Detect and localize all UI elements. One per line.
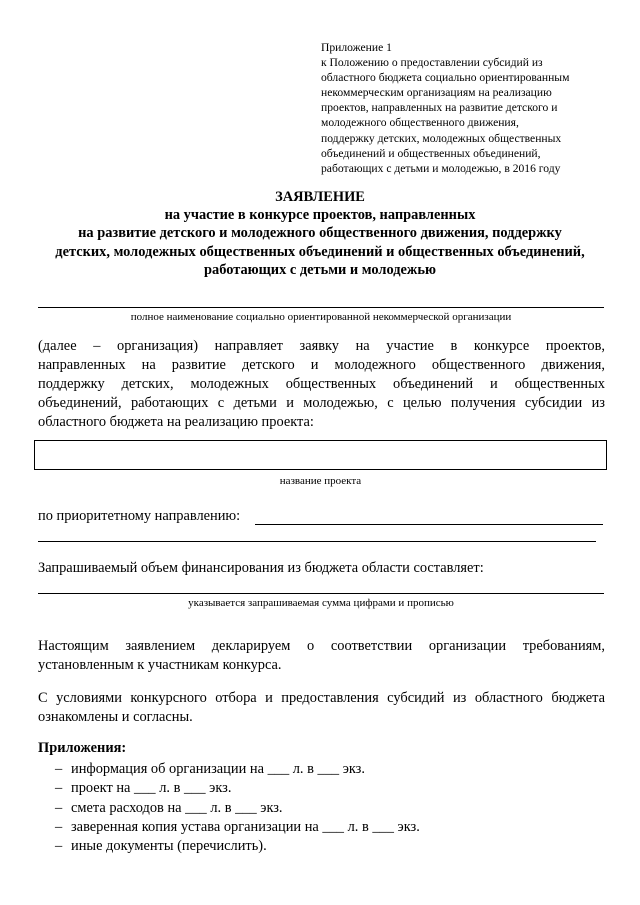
attachment-item xyxy=(55,818,420,837)
paragraph-line: установленным к участникам конкурса. xyxy=(38,657,282,673)
project-name-field[interactable] xyxy=(34,440,607,470)
paragraph-line: поддержку детских, молодежных общественных объединений и общественных xyxy=(38,376,605,392)
title-line: на развитие детского и молодежного общественного движения, поддержку xyxy=(78,225,562,242)
attachment-text: информация об организации на ___ л. в ___ экз. xyxy=(71,761,365,777)
conditions-paragraph xyxy=(38,689,605,727)
title-line: детских, молодежных общественных объединений и общественных объединений, xyxy=(55,243,585,260)
appendix-line: Приложение 1 xyxy=(321,41,392,54)
funding-caption: указывается запрашиваемая сумма цифрами и прописью xyxy=(188,597,454,609)
paragraph-line: (далее – организация) направляет заявку на участие в конкурсе проектов, xyxy=(38,338,605,354)
appendix-line: некоммерческим организациям на реализацию xyxy=(321,86,552,100)
attachments-heading: Приложения: xyxy=(38,740,127,756)
appendix-line: проектов, направленных на развитие детского и xyxy=(321,101,558,115)
priority-field-line-2[interactable] xyxy=(38,541,596,542)
attachment-item xyxy=(55,760,420,779)
paragraph-line: ознакомлены и согласны. xyxy=(38,709,193,725)
title-line: на участие в конкурсе проектов, направленных xyxy=(164,207,476,224)
intro-paragraph xyxy=(38,337,605,432)
funding-amount-field-line[interactable] xyxy=(38,593,604,594)
attachment-text: проект на ___ л. в ___ экз. xyxy=(71,780,232,797)
priority-label: по приоритетному направлению: xyxy=(38,508,241,524)
appendix-line: к Положению о предоставлении субсидий из xyxy=(321,56,543,70)
attachment-text: смета расходов на ___ л. в ___ экз. xyxy=(71,799,283,816)
project-name-caption: название проекта xyxy=(279,475,362,487)
paragraph-line: объединений, работающих с детьми и молодежью, с целью получения субсидии из xyxy=(38,395,605,411)
appendix-line: объединений и общественных объединений, xyxy=(321,146,541,160)
dash-bullet: – xyxy=(55,761,63,777)
attachment-text: заверенная копия устава организации на ___ л. в ___ экз. xyxy=(71,818,420,835)
attachment-text: иные документы (перечислить). xyxy=(71,838,267,855)
dash-bullet: – xyxy=(55,838,63,855)
funding-label: Запрашиваемый объем финансирования из бюджета области составляет: xyxy=(38,560,484,576)
priority-field-line[interactable] xyxy=(255,524,603,525)
title-heading: ЗАЯВЛЕНИЕ xyxy=(275,189,365,205)
declaration-paragraph xyxy=(38,637,605,675)
paragraph-line: Настоящим заявлением декларируем о соответствии организации требованиям, xyxy=(38,638,605,654)
dash-bullet: – xyxy=(55,780,63,797)
org-name-field-line[interactable] xyxy=(38,307,604,308)
attachment-item xyxy=(55,837,420,856)
attachments-list xyxy=(55,760,420,856)
paragraph-line: С условиями конкурсного отбора и предоставления субсидий из областного бюджета xyxy=(38,690,605,706)
appendix-line: областного бюджета социально ориентированным xyxy=(321,71,570,85)
paragraph-line: направленных на развитие детского и молодежного общественного движения, xyxy=(38,357,605,373)
attachment-item xyxy=(55,799,420,818)
dash-bullet: – xyxy=(55,818,63,835)
appendix-line: работающих с детьми и молодежью, в 2016 году xyxy=(321,161,561,175)
appendix-line: поддержку детских, молодежных общественных xyxy=(321,131,562,145)
title-line: работающих с детьми и молодежью xyxy=(204,261,436,278)
paragraph-line: областного бюджета на реализацию проекта: xyxy=(38,414,314,430)
attachment-item xyxy=(55,779,420,798)
org-name-caption: полное наименование социально ориентированной некоммерческой организации xyxy=(130,311,512,323)
appendix-header xyxy=(321,40,621,176)
dash-bullet: – xyxy=(55,799,63,816)
document-title xyxy=(20,188,620,279)
appendix-line: молодежного общественного движения, xyxy=(321,116,519,130)
